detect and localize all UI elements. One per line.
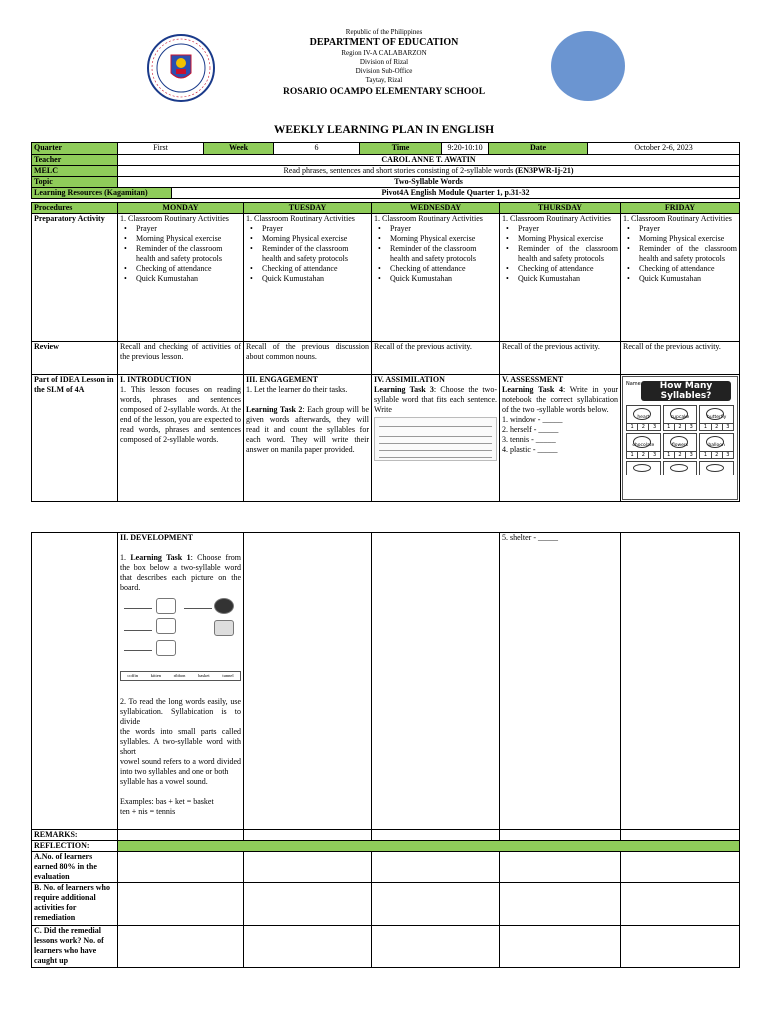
engagement-step-1: 1. Let the learner do their tasks. xyxy=(246,385,348,394)
worksheet-cell xyxy=(626,433,661,459)
prep-monday xyxy=(118,214,244,342)
sock-icon xyxy=(706,464,724,472)
prep-item-routinary: 1. Classroom Routinary Activities xyxy=(374,214,483,223)
prep-thursday xyxy=(500,214,621,342)
tuesday-header: TUESDAY xyxy=(244,203,372,214)
preparatory-label: Preparatory Activity xyxy=(32,214,118,342)
prep-item-reminder: • Reminder of the classroom health and safety protocols xyxy=(120,244,241,264)
remarks-cell xyxy=(372,830,500,841)
reflection-c-cell xyxy=(621,926,740,968)
quarter-value: First xyxy=(118,143,204,155)
idea-thursday xyxy=(500,375,621,502)
prep-item-exercise: • Morning Physical exercise xyxy=(502,234,618,244)
assessment-task-label: Learning Task 4 xyxy=(502,385,564,394)
week-label: Week xyxy=(204,143,274,155)
worksheet-cell xyxy=(699,433,734,459)
task-1-prefix: 1. xyxy=(120,553,131,562)
prep-item-kumustahan: • Quick Kumustahan xyxy=(120,274,241,284)
worksheet-word: chocolate xyxy=(632,443,655,448)
prep-item-reminder: • Reminder of the classroom health and safety protocols xyxy=(502,244,618,264)
task-1-label: Learning Task 1 xyxy=(130,553,191,562)
assessment-word-3: 3. tennis - _____ xyxy=(502,435,556,444)
idea-tuesday xyxy=(244,375,372,502)
reflection-c-cell xyxy=(372,926,500,968)
remarks-cell xyxy=(118,830,244,841)
plan-table-days xyxy=(31,202,740,502)
division-line: Division of Rizal xyxy=(359,58,409,66)
worksheet-word: butterfly xyxy=(706,415,727,420)
date-label: Date xyxy=(489,143,588,155)
worksheet-cell xyxy=(626,461,661,475)
key-icon xyxy=(633,464,651,472)
prep-item-prayer: • Prayer xyxy=(246,224,369,234)
prep-wednesday xyxy=(372,214,500,342)
assessment-word-1: 1. window - _____ xyxy=(502,415,563,424)
gift-icon xyxy=(670,464,688,472)
assessment-word-2: 2. herself - _____ xyxy=(502,425,559,434)
prep-item-kumustahan: • Quick Kumustahan xyxy=(374,274,497,284)
prep-item-attendance: • Checking of attendance xyxy=(623,264,737,274)
prep-item-routinary: 1. Classroom Routinary Activities xyxy=(502,214,611,223)
reflection-a-cell xyxy=(621,852,740,883)
prep-item-routinary: 1. Classroom Routinary Activities xyxy=(623,214,732,223)
department-line: DEPARTMENT OF EDUCATION xyxy=(309,37,459,48)
development-pictures-image xyxy=(120,596,241,668)
development-title: II. DEVELOPMENT xyxy=(120,533,193,542)
worksheet-name-label: Name xyxy=(626,381,641,387)
reflection-a-cell xyxy=(118,852,244,883)
reflection-b-cell xyxy=(118,883,244,926)
syllable-count-row: 1 2 3 xyxy=(627,423,660,430)
reflection-b-cell xyxy=(621,883,740,926)
prep-tuesday xyxy=(244,214,372,342)
task-1-text: : Choose from the box below a two-syllable word that describes each picture on the board. xyxy=(120,553,241,592)
prep-item-exercise: • Morning Physical exercise xyxy=(374,234,497,244)
box-icon xyxy=(214,620,234,636)
word-choice: coffin xyxy=(127,673,139,678)
worksheet-title: How Many Syllables? xyxy=(641,381,731,401)
reflection-b-label: B. No. of learners who require additional activities for remediation xyxy=(32,883,118,926)
review-thursday: Recall of the previous activity. xyxy=(500,342,621,375)
word-choice: basket xyxy=(198,673,210,678)
resources-label: Learning Resources (Kagamitan) xyxy=(32,188,172,199)
reflection-bar xyxy=(118,841,740,852)
worksheet-cell xyxy=(663,461,698,475)
remarks-label: REMARKS: xyxy=(32,830,118,841)
syllable-count-row: 1 2 3 xyxy=(700,423,733,430)
melc-text: Read phrases, sentences and short stories consisting of 2-syllable words xyxy=(283,166,514,175)
worksheet-cell xyxy=(663,405,698,431)
reflection-b-cell xyxy=(500,883,621,926)
assimilation-task-text: : Choose the two-syllable word that fits each sentence. Write xyxy=(374,385,498,414)
date-value: October 2-6, 2023 xyxy=(588,143,740,155)
introduction-text: 1. This lesson focuses on reading words, phrases and sentences composed of 2-syllable words. At the end of the lesson, you are expected to read words, phrases and sentences composed of 2-syllable words. xyxy=(120,385,241,444)
review-wednesday: Recall of the previous activity. xyxy=(372,342,500,375)
remarks-cell xyxy=(500,830,621,841)
review-label: Review xyxy=(32,342,118,375)
review-tuesday: Recall of the previous discussion about common nouns. xyxy=(244,342,372,375)
syllabication-para-4: syllable has a vowel sound. xyxy=(120,777,208,786)
republic-line: Republic of the Philippines xyxy=(345,28,423,36)
reflection-c-label: C. Did the remedial lessons work? No. of learners who have caught up xyxy=(32,926,118,968)
procedures-header: Procedures xyxy=(32,203,118,214)
reflection-b-cell xyxy=(372,883,500,926)
prep-item-attendance: • Checking of attendance xyxy=(120,264,241,274)
melc-value xyxy=(118,166,740,177)
topic-label: Topic xyxy=(32,177,118,188)
assimilation-task-label: Learning Task 3 xyxy=(374,385,434,394)
examples-line-1: Examples: bas + ket = basket xyxy=(120,797,214,806)
prep-item-routinary: 1. Classroom Routinary Activities xyxy=(120,214,229,223)
prep-item-prayer: • Prayer xyxy=(120,224,241,234)
reflection-a-label: A.No. of learners earned 80% in the evaluation xyxy=(32,852,118,883)
examples-line-2: ten + nis = tennis xyxy=(120,807,176,816)
school-name: ROSARIO OCAMPO ELEMENTARY SCHOOL xyxy=(282,87,486,97)
syllabication-para-1: 2. To read the long words easily, use syllabication. Syllabication is to divide xyxy=(120,697,241,726)
resources-value: Pivot4A English Module Quarter 1, p.31-32 xyxy=(172,188,740,199)
prep-item-exercise: • Morning Physical exercise xyxy=(246,234,369,244)
syllabication-para-2: the words into small parts called syllables. A two-syllable word with short xyxy=(120,727,241,756)
plan-table-top xyxy=(31,142,740,199)
worksheet-word: balloon xyxy=(708,443,725,448)
reflection-a-cell xyxy=(244,852,372,883)
word-choice: ribbon xyxy=(173,673,186,678)
syllable-count-row: 1 2 3 xyxy=(664,423,697,430)
dev-friday xyxy=(621,533,740,830)
development-task-1 xyxy=(120,553,241,593)
worksheet-grid xyxy=(623,403,737,477)
reflection-a-cell xyxy=(500,852,621,883)
idea-wednesday xyxy=(372,375,500,502)
prep-item-prayer: • Prayer xyxy=(502,224,618,234)
engagement-task-label: Learning Task 2 xyxy=(246,405,303,414)
prep-item-reminder: • Reminder of the classroom health and safety protocols xyxy=(623,244,737,264)
idea-monday xyxy=(118,375,244,502)
reflection-label: REFLECTION: xyxy=(32,841,118,852)
sub-office-line: Division Sub-Office xyxy=(355,67,413,75)
prep-item-prayer: • Prayer xyxy=(623,224,737,234)
worksheet-cell xyxy=(699,461,734,475)
idea-friday xyxy=(621,375,740,502)
review-monday: Recall and checking of activities of the previous lesson. xyxy=(118,342,244,375)
prep-item-attendance: • Checking of attendance xyxy=(374,264,497,274)
dev-thursday xyxy=(500,533,621,830)
reflection-b-cell xyxy=(244,883,372,926)
teacher-label: Teacher xyxy=(32,155,118,166)
assimilation-task xyxy=(374,385,497,415)
word-choice-box xyxy=(120,671,241,681)
prep-item-reminder: • Reminder of the classroom health and safety protocols xyxy=(374,244,497,264)
assimilation-title: IV. ASSIMILATION xyxy=(374,375,445,384)
worksheet-word: heart xyxy=(637,415,650,420)
dev-wednesday xyxy=(372,533,500,830)
prep-item-prayer: • Prayer xyxy=(374,224,497,234)
assimilation-worksheet-image xyxy=(374,417,497,461)
development-monday xyxy=(118,533,244,830)
assessment-task-text: : Write in your notebook the correct syllabication of the two -syllable words below. xyxy=(502,385,619,414)
melc-label: MELC xyxy=(32,166,118,177)
prep-item-kumustahan: • Quick Kumustahan xyxy=(623,274,737,284)
engagement-task xyxy=(246,405,369,455)
introduction-title: I. INTRODUCTION xyxy=(120,375,192,384)
syllable-count-row: 1 2 3 xyxy=(664,451,697,458)
reflection-a-cell xyxy=(372,852,500,883)
region-line: Region IV-A CALABARZON xyxy=(341,49,427,57)
prep-item-attendance: • Checking of attendance xyxy=(502,264,618,274)
page-title: WEEKLY LEARNING PLAN IN ENGLISH xyxy=(273,124,495,136)
cupcake-icon xyxy=(156,598,176,614)
engagement-task-text: : Each group will be given words afterwards, they will read it and count the syllables for each word. They will write their answer on manila paper provided. xyxy=(246,405,370,454)
worksheet-word: cupcake xyxy=(670,415,690,420)
word-choice: tunnel xyxy=(222,673,234,678)
assessment-task xyxy=(502,385,618,415)
reflection-c-cell xyxy=(118,926,244,968)
plan-table-bottom xyxy=(31,532,740,968)
wednesday-header: WEDNESDAY xyxy=(372,203,500,214)
ribbon-icon xyxy=(156,618,176,634)
reflection-c-cell xyxy=(500,926,621,968)
remarks-cell xyxy=(244,830,372,841)
town-line: Taytay, Rizal xyxy=(365,76,403,84)
friday-header: FRIDAY xyxy=(621,203,740,214)
prep-item-kumustahan: • Quick Kumustahan xyxy=(246,274,369,284)
week-value: 6 xyxy=(274,143,360,155)
prep-item-exercise: • Morning Physical exercise xyxy=(623,234,737,244)
monday-header: MONDAY xyxy=(118,203,244,214)
quarter-label: Quarter xyxy=(32,143,118,155)
word-choice: kitten xyxy=(150,673,161,678)
teacher-value: CAROL ANNE T. AWATIN xyxy=(118,155,740,166)
worksheet-cell xyxy=(663,433,698,459)
document-header xyxy=(0,28,768,98)
worksheet-word: flowers xyxy=(671,443,689,448)
assessment-word-4: 4. plastic - _____ xyxy=(502,445,558,454)
kitten-icon xyxy=(156,640,176,656)
assessment-title: V. ASSESSMENT xyxy=(502,375,564,384)
dev-tuesday xyxy=(244,533,372,830)
time-value: 9:20-10:10 xyxy=(442,143,489,155)
dev-label-cell xyxy=(32,533,118,830)
worksheet-cell xyxy=(699,405,734,431)
melc-code: (EN3PWR-Ij-21) xyxy=(515,166,574,175)
syllable-count-row: 1 2 3 xyxy=(700,451,733,458)
syllable-count-row: 1 2 3 xyxy=(627,451,660,458)
thursday-header: THURSDAY xyxy=(500,203,621,214)
prep-item-routinary: 1. Classroom Routinary Activities xyxy=(246,214,355,223)
syllabication-para-3: vowel sound refers to a word divided into two syllables and one or both xyxy=(120,757,241,776)
syllable-worksheet-image xyxy=(622,376,738,500)
prep-friday xyxy=(621,214,740,342)
assessment-word-5: 5. shelter - _____ xyxy=(502,533,558,542)
time-label: Time xyxy=(360,143,442,155)
tunnel-icon xyxy=(214,598,234,614)
prep-item-kumustahan: • Quick Kumustahan xyxy=(502,274,618,284)
topic-value: Two-Syllable Words xyxy=(118,177,740,188)
review-friday: Recall of the previous activity. xyxy=(621,342,740,375)
reflection-c-cell xyxy=(244,926,372,968)
prep-item-attendance: • Checking of attendance xyxy=(246,264,369,274)
prep-item-reminder: • Reminder of the classroom health and safety protocols xyxy=(246,244,369,264)
prep-item-exercise: • Morning Physical exercise xyxy=(120,234,241,244)
worksheet-cell xyxy=(626,405,661,431)
remarks-cell xyxy=(621,830,740,841)
idea-label: Part of IDEA Lesson in the SLM of 4A xyxy=(32,375,118,502)
engagement-title: III. ENGAGEMENT xyxy=(246,375,319,384)
